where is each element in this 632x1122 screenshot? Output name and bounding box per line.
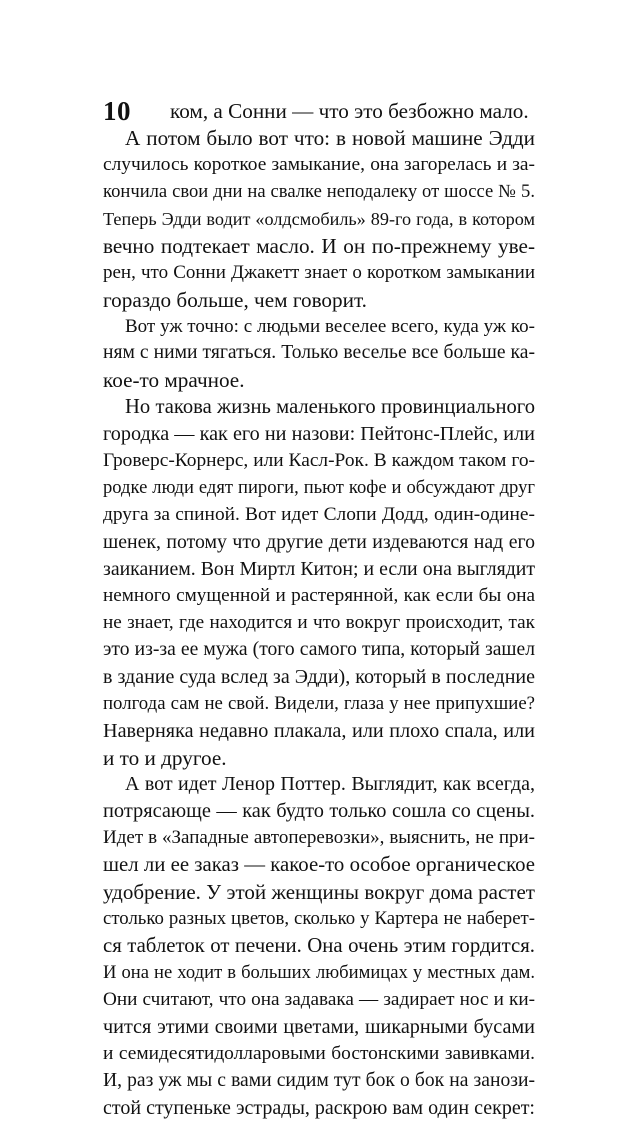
text-line: шенек, потому что другие дети издеваются над его — [103, 531, 535, 553]
text-line: Они считают, что она задавака — задирает нос и ки- — [103, 988, 535, 1010]
text-line: родке люди едят пироги, пьют кофе и обсуждают друг — [103, 477, 535, 499]
text-line: А потом было вот что: в новой машине Эдди — [125, 125, 535, 150]
text-line: вечно подтекает масло. И он по-прежнему уве- — [103, 233, 535, 258]
text-line: кончила свои дни на свалке неподалеку от шоссе № 5. — [103, 180, 535, 202]
text-line: немного смущенной и растерянной, как если бы она — [103, 584, 535, 606]
text-line: удобрение. У этой женщины вокруг дома растет — [103, 880, 535, 905]
text-line: полгода сам не свой. Видели, глаза у нее припухшие? — [103, 692, 535, 714]
text-line: кое-то мрачное. — [103, 368, 245, 393]
text-line: столько разных цветов, сколько у Картера не наберет- — [103, 908, 535, 930]
text-line: Но такова жизнь маленького провинциального — [125, 396, 535, 419]
text-line: заиканием. Вон Миртл Китон; и если она выглядит — [103, 557, 535, 580]
text-line: Наверняка недавно плакала, или плохо спала, или — [103, 719, 535, 742]
text-line: в здание суда вслед за Эдди), который в последние — [103, 665, 535, 688]
text-line: Гроверс-Корнерс, или Касл-Рок. В каждом таком го- — [103, 450, 535, 472]
text-line: и то и другое. — [103, 745, 227, 770]
text-line: И, раз уж мы с вами сидим тут бок о бок на занози- — [103, 1069, 535, 1091]
text-line: ся таблеток от печени. Она очень этим гордится. — [103, 934, 535, 958]
text-line: А вот идет Ленор Поттер. Выглядит, как всегда, — [125, 773, 535, 796]
text-line: ком, а Сонни — что это безбожно мало. — [170, 99, 529, 123]
text-line: Теперь Эдди водит «олдсмобиль» 89-го года, в котором — [103, 208, 535, 229]
page-number: 10 — [103, 96, 131, 126]
text-line: шел ли ее заказ — какое-то особое органическое — [103, 853, 535, 877]
text-line: друга за спиной. Вот идет Слопи Додд, один-одине- — [103, 504, 535, 526]
text-line: Вот уж точно: с людьми веселее всего, куда уж ко- — [125, 315, 535, 337]
text-line: стой ступеньке эстрады, раскрою вам один секрет: — [103, 1096, 535, 1119]
text-line: Идет в «Западные автоперевозки», выяснить, не при- — [103, 827, 535, 849]
text-line: рен, что Сонни Джакетт знает о коротком замыкании — [103, 261, 535, 283]
text-line: чится этими своими цветами, шикарными бусами — [103, 1015, 535, 1038]
text-line: и семидесятидолларовыми бостонскими завивками. — [103, 1042, 535, 1064]
text-line: случилось короткое замыкание, она загорелась и за- — [103, 153, 535, 175]
text-line: гораздо больше, чем говорит. — [103, 287, 367, 312]
text-line: городка — как его ни назови: Пейтонс-Плейс, или — [103, 423, 535, 446]
text-line: ням с ними тягаться. Только веселье все больше ка- — [103, 342, 535, 364]
text-line: потрясающе — как будто только сошла со сцены. — [103, 800, 535, 823]
body-text — [103, 98, 535, 1122]
text-line: не знает, где находится и что вокруг происходит, так — [103, 611, 535, 633]
text-line: И она не ходит в больших любимицах у местных дам. — [103, 962, 535, 983]
text-line: это из-за ее мужа (того самого типа, который зашел — [103, 638, 535, 660]
